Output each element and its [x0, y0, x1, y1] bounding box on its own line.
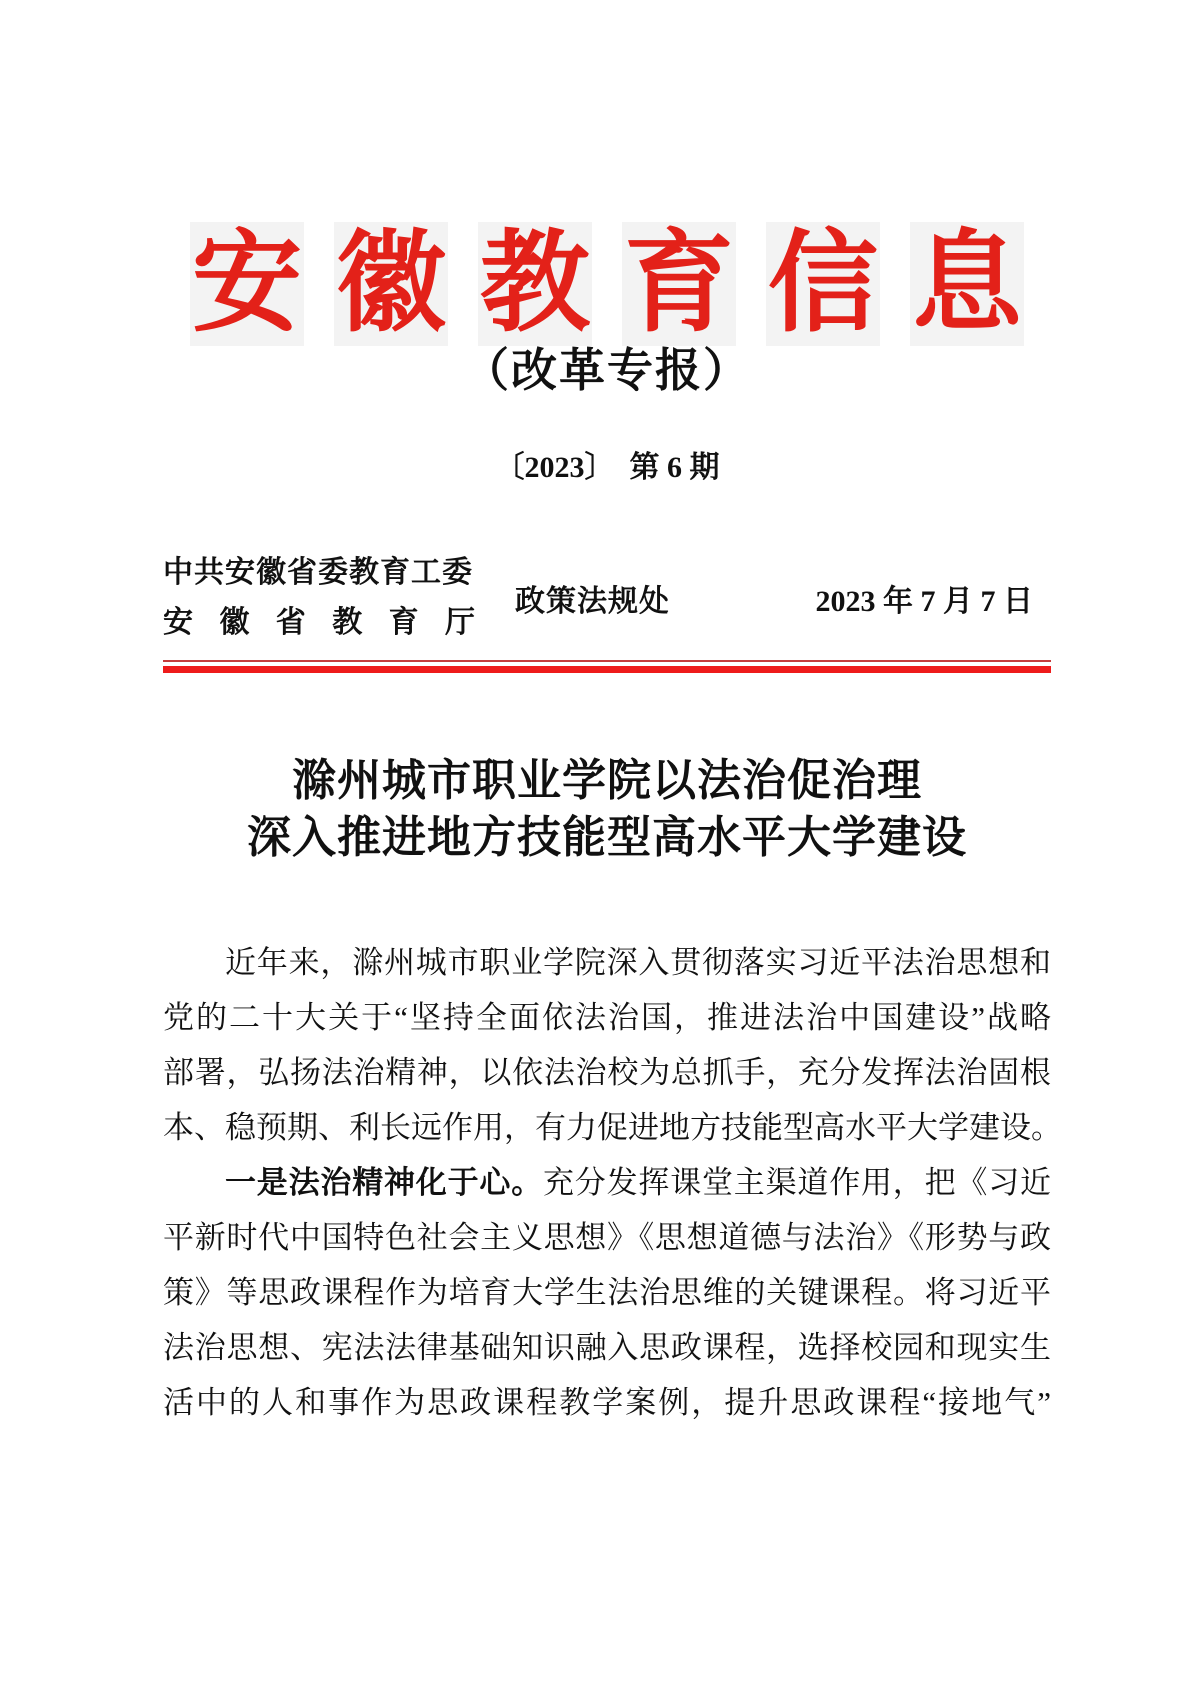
issue-number: 〔2023〕 第 6 期 — [494, 451, 720, 484]
masthead-char: 徽 — [336, 223, 446, 345]
article-title — [163, 752, 1051, 866]
issuer-org-line2: 安 徽 省 教 育 厅 — [163, 606, 475, 639]
article-title-line2: 深入推进地方技能型高水平大学建设 — [247, 813, 967, 862]
body-line: 本、稳预期、利长远作用，有力促进地方技能型高水平大学建设。 — [163, 1110, 1062, 1145]
article-body — [163, 935, 1062, 1430]
paragraph-lead: 一是法治精神化于心。 — [225, 1165, 543, 1200]
issuer-block — [163, 548, 1051, 648]
masthead-char: 信 — [768, 223, 878, 345]
issuer-org — [163, 548, 475, 648]
body-text: 充分发挥课堂主渠道作用，把《习近 — [543, 1165, 1051, 1200]
masthead-char: 教 — [480, 223, 590, 345]
article-title-line1: 滁州城市职业学院以法治促治理 — [292, 756, 922, 805]
masthead-char: 安 — [192, 223, 302, 345]
issuer-department: 政策法规处 — [515, 585, 670, 618]
issue-date: 2023 年 7 月 7 日 — [815, 585, 1033, 618]
masthead-char: 息 — [912, 223, 1022, 345]
red-rule-thin — [163, 660, 1051, 662]
red-rule-thick — [163, 666, 1051, 673]
masthead-char: 育 — [624, 223, 734, 345]
body-line: 活中的人和事作为思政课程教学案例，提升思政课程“接地气” — [163, 1385, 1051, 1420]
masthead-title — [163, 222, 1051, 346]
body-line: 党的二十大关于“坚持全面依法治国，推进法治中国建设”战略 — [163, 1000, 1051, 1035]
body-line: 平新时代中国特色社会主义思想》《思想道德与法治》《形势与政 — [163, 1220, 1051, 1255]
body-line: 部署，弘扬法治精神，以依法治校为总抓手，充分发挥法治固根 — [163, 1055, 1051, 1090]
body-line: 近年来，滁州城市职业学院深入贯彻落实习近平法治思想和 — [225, 945, 1051, 980]
body-line: 法治思想、宪法法律基础知识融入思政课程，选择校园和现实生 — [163, 1330, 1051, 1365]
body-line: 策》等思政课程作为培育大学生法治思维的关键课程。将习近平 — [163, 1275, 1051, 1310]
body-line — [163, 1155, 1051, 1210]
issuer-org-line1: 中共安徽省委教育工委 — [163, 556, 473, 589]
report-type-subtitle: （改革专报） — [463, 344, 751, 396]
